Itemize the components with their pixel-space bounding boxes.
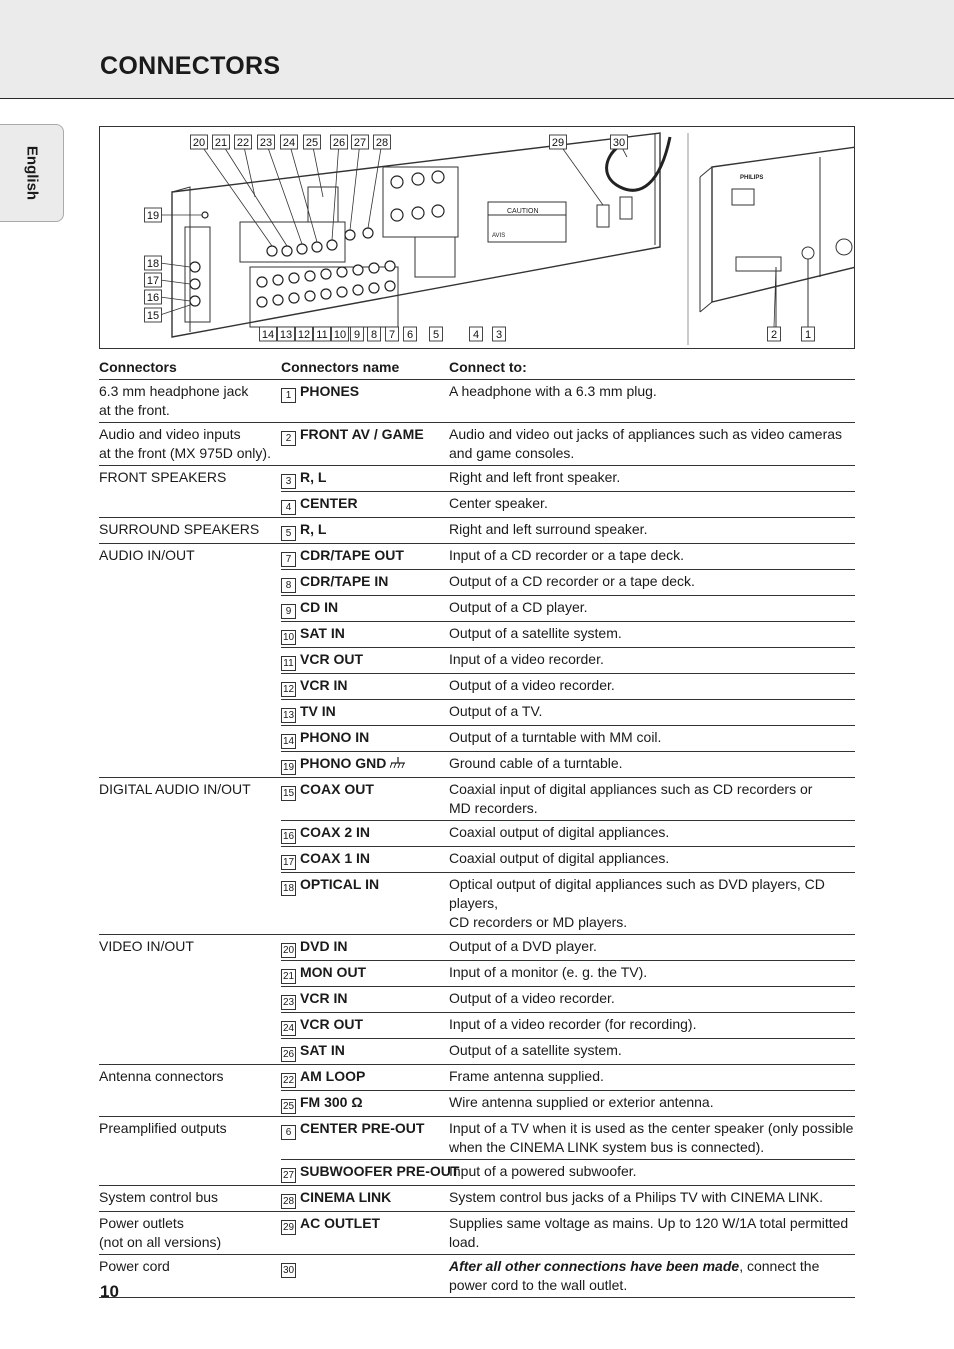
callout-18 xyxy=(145,256,162,270)
connector-name-cell xyxy=(281,960,449,986)
connector-name-cell xyxy=(281,543,449,569)
callout-number-text: 15 xyxy=(146,310,160,322)
callout-11 xyxy=(314,327,331,341)
callout-number-text: 26 xyxy=(332,137,346,149)
connector-name: SUBWOOFER PRE-OUT xyxy=(300,1162,460,1179)
connector-name: CENTER PRE-OUT xyxy=(300,1119,425,1136)
callout-number-text: 4 xyxy=(472,329,480,341)
front-panel-drawing xyxy=(688,133,855,345)
callout-28 xyxy=(374,135,391,149)
connector-name-cell xyxy=(281,1116,449,1159)
callout-number-text: 25 xyxy=(305,137,319,149)
connector-name-cell xyxy=(281,777,449,820)
callout-number-text: 10 xyxy=(333,329,347,341)
connector-name: CENTER xyxy=(300,494,358,511)
connector-name-cell xyxy=(281,751,449,777)
connector-name: FRONT AV / GAME xyxy=(300,425,424,442)
connector-number: 13 xyxy=(282,709,295,721)
table-row xyxy=(99,1254,855,1297)
callout-19 xyxy=(145,208,162,222)
connector-description: Input of a TV when it is used as the center speaker (only possible when the CINEMA LINK system bus is connected). xyxy=(449,1116,855,1159)
avis-label-text: AVIS xyxy=(492,233,506,239)
receiver-rear-panel xyxy=(172,133,660,337)
table-row xyxy=(99,543,855,569)
connector-number: 28 xyxy=(282,1195,295,1207)
column-header-connectors-name: Connectors name xyxy=(281,356,449,379)
callout-21 xyxy=(213,135,230,149)
callout-number-text: 13 xyxy=(279,329,293,341)
callout-12 xyxy=(296,327,313,341)
caution-label-text: CAUTION xyxy=(507,208,539,215)
connector-name-cell xyxy=(281,595,449,621)
connector-number: 23 xyxy=(282,996,295,1008)
callout-9 xyxy=(351,327,364,341)
table-row xyxy=(99,1064,855,1090)
callout-16 xyxy=(145,290,162,304)
connector-name: R, L xyxy=(300,520,327,537)
callout-number-text: 29 xyxy=(551,137,565,149)
connector-name: AC OUTLET xyxy=(300,1214,381,1231)
callout-number-text: 11 xyxy=(316,329,328,341)
connector-name-cell xyxy=(281,621,449,647)
connector-number: 24 xyxy=(282,1022,295,1034)
connector-name-cell xyxy=(281,422,449,465)
callout-number-text: 8 xyxy=(370,329,378,341)
connector-description: Output of a CD recorder or a tape deck. xyxy=(449,569,855,595)
callout-number-text: 21 xyxy=(214,137,228,149)
connector-description: Output of a satellite system. xyxy=(449,621,855,647)
table-row xyxy=(99,934,855,960)
connector-number: 1 xyxy=(281,388,296,403)
emphasis-text: After all other connections have been made xyxy=(449,1257,740,1274)
table-row xyxy=(99,1116,855,1159)
connector-name: OPTICAL IN xyxy=(300,875,380,892)
callout-30 xyxy=(611,135,628,149)
connector-category: VIDEO IN/OUT xyxy=(99,934,281,1064)
connector-name-cell xyxy=(281,699,449,725)
connector-category: Power outlets (not on all versions) xyxy=(99,1211,281,1254)
connector-name: COAX OUT xyxy=(300,780,374,797)
table-row xyxy=(99,777,855,820)
connector-name: VCR OUT xyxy=(300,1015,363,1032)
connector-description: Input of a video recorder (for recording). xyxy=(449,1012,855,1038)
connector-number: 4 xyxy=(281,500,296,515)
callout-14 xyxy=(260,327,277,341)
connector-description: Coaxial output of digital appliances. xyxy=(449,820,855,846)
page-title: CONNECTORS xyxy=(100,52,281,80)
callout-number-text: 16 xyxy=(146,292,160,304)
connector-name: TV IN xyxy=(300,702,336,719)
callout-13 xyxy=(278,327,295,341)
connector-number: 10 xyxy=(282,631,295,643)
callout-27 xyxy=(352,135,369,149)
callout-number-text: 18 xyxy=(146,258,160,270)
connector-number: 3 xyxy=(281,474,296,489)
connector-category: Preamplified outputs xyxy=(99,1116,281,1185)
rear-panel-drawing xyxy=(100,127,855,349)
callout-number-text: 23 xyxy=(259,137,273,149)
connector-category: AUDIO IN/OUT xyxy=(99,543,281,777)
connector-category: Audio and video inputs at the front (MX 975D only). xyxy=(99,422,281,465)
callout-6 xyxy=(404,327,417,341)
connector-name-cell xyxy=(281,491,449,517)
language-tab xyxy=(0,124,64,222)
connector-description: Coaxial input of digital appliances such as CD recorders or MD recorders. xyxy=(449,777,855,820)
connector-category: Power cord xyxy=(99,1254,281,1297)
connector-number: 17 xyxy=(282,856,295,868)
connector-number: 27 xyxy=(282,1169,295,1181)
callout-29 xyxy=(550,135,567,149)
connector-description xyxy=(449,1254,855,1297)
connector-number: 11 xyxy=(281,656,296,671)
connector-description: Output of a turntable with MM coil. xyxy=(449,725,855,751)
callout-number-text: 22 xyxy=(236,137,250,149)
connector-name: DVD IN xyxy=(300,937,348,954)
callout-15 xyxy=(145,308,162,322)
callout-number-text: 6 xyxy=(406,329,414,341)
connector-name: VCR IN xyxy=(300,676,348,693)
connector-name: MON OUT xyxy=(300,963,367,980)
connector-category: Antenna connectors xyxy=(99,1064,281,1116)
connector-name: CINEMA LINK xyxy=(300,1188,392,1205)
connector-number: 18 xyxy=(282,882,295,894)
table-row xyxy=(99,1185,855,1211)
connector-description: Supplies same voltage as mains. Up to 120 W/1A total permitted load. xyxy=(449,1211,855,1254)
connector-name: PHONO IN xyxy=(300,728,370,745)
connector-description: Input of a powered subwoofer. xyxy=(449,1159,855,1185)
connector-name: PHONES xyxy=(300,382,360,399)
callout-number-text: 24 xyxy=(282,137,296,149)
callout-17 xyxy=(145,273,162,287)
connector-number: 25 xyxy=(282,1100,295,1112)
callout-numbers xyxy=(145,135,815,341)
connector-name-cell xyxy=(281,569,449,595)
connector-name: PHONO GND xyxy=(300,754,387,771)
connector-name-cell xyxy=(281,1064,449,1090)
callout-number-text: 3 xyxy=(495,329,503,341)
connector-name: CD IN xyxy=(300,598,339,615)
connector-number: 12 xyxy=(282,683,295,695)
connector-name: VCR OUT xyxy=(300,650,363,667)
connector-number: 2 xyxy=(281,431,296,446)
callout-number-text: 28 xyxy=(375,137,389,149)
callout-number-text: 7 xyxy=(388,329,396,341)
connector-name-cell xyxy=(281,1038,449,1064)
connector-name-cell xyxy=(281,1185,449,1211)
callout-number-text: 14 xyxy=(261,329,275,341)
connector-name: CDR/TAPE IN xyxy=(300,572,389,589)
connector-description: Right and left front speaker. xyxy=(449,465,855,491)
connector-number: 20 xyxy=(282,944,295,956)
callout-number-text: 27 xyxy=(353,137,367,149)
description-text: , connect the power cord to the wall outlet. xyxy=(449,1257,820,1293)
connector-number: 14 xyxy=(282,735,295,747)
connector-description: Optical output of digital appliances such as DVD players, CD players, CD recorders or MD players. xyxy=(449,872,855,934)
callout-22 xyxy=(235,135,252,149)
callout-number-text: 2 xyxy=(770,329,778,341)
callout-number-text: 9 xyxy=(353,329,361,341)
connector-name: COAX 2 IN xyxy=(300,823,371,840)
connector-description: Output of a TV. xyxy=(449,699,855,725)
callout-26 xyxy=(331,135,348,149)
connector-description: Input of a CD recorder or a tape deck. xyxy=(449,543,855,569)
connector-description: Output of a satellite system. xyxy=(449,1038,855,1064)
connector-description: Wire antenna supplied or exterior antenna. xyxy=(449,1090,855,1116)
connector-name: SAT IN xyxy=(300,1041,345,1058)
rear-panel-figure xyxy=(99,126,855,349)
callout-25 xyxy=(304,135,321,149)
connector-name-cell xyxy=(281,673,449,699)
receiver-jacks xyxy=(190,171,444,307)
connector-number: 5 xyxy=(281,526,296,541)
connector-number: 26 xyxy=(282,1048,295,1060)
callout-2 xyxy=(768,327,781,341)
connector-category: DIGITAL AUDIO IN/OUT xyxy=(99,777,281,934)
connector-name: R, L xyxy=(300,468,327,485)
callout-24 xyxy=(281,135,298,149)
callout-number-text: 30 xyxy=(612,137,626,149)
ground-icon xyxy=(390,757,406,769)
page-number: 10 xyxy=(100,1282,119,1301)
callout-number-text: 19 xyxy=(146,210,160,222)
table-row xyxy=(99,517,855,543)
callout-7 xyxy=(386,327,399,341)
connector-number: 30 xyxy=(282,1264,295,1276)
connector-description: Ground cable of a turntable. xyxy=(449,751,855,777)
connector-description: Audio and video out jacks of appliances such as video cameras and game consoles. xyxy=(449,422,855,465)
connector-category: 6.3 mm headphone jack at the front. xyxy=(99,379,281,422)
connector-description: System control bus jacks of a Philips TV with CINEMA LINK. xyxy=(449,1185,855,1211)
callout-1 xyxy=(802,327,815,341)
callout-number-text: 1 xyxy=(804,329,812,341)
connector-name-cell xyxy=(281,934,449,960)
connector-name: COAX 1 IN xyxy=(300,849,371,866)
connector-name-cell xyxy=(281,1254,449,1297)
brand-logo-text: PHILIPS xyxy=(740,175,764,181)
connector-description: Output of a video recorder. xyxy=(449,673,855,699)
table-row xyxy=(99,422,855,465)
connector-name-cell xyxy=(281,1090,449,1116)
connector-name: FM 300 Ω xyxy=(300,1093,363,1110)
connector-description: Input of a video recorder. xyxy=(449,647,855,673)
connector-description: Output of a video recorder. xyxy=(449,986,855,1012)
connector-name-cell xyxy=(281,986,449,1012)
connector-number: 21 xyxy=(282,970,295,982)
table-row xyxy=(99,1211,855,1254)
connector-category: FRONT SPEAKERS xyxy=(99,465,281,517)
callout-number-text: 17 xyxy=(146,275,160,287)
connector-category: SURROUND SPEAKERS xyxy=(99,517,281,543)
callout-20 xyxy=(191,135,208,149)
connector-category: System control bus xyxy=(99,1185,281,1211)
connector-name-cell xyxy=(281,647,449,673)
connector-description: Input of a monitor (e. g. the TV). xyxy=(449,960,855,986)
callout-5 xyxy=(430,327,443,341)
connector-name: CDR/TAPE OUT xyxy=(300,546,404,563)
connectors-table xyxy=(99,356,855,1298)
connector-number: 22 xyxy=(282,1074,295,1086)
connector-name-cell xyxy=(281,517,449,543)
callout-number-text: 5 xyxy=(432,329,440,341)
connector-name-cell xyxy=(281,1211,449,1254)
callout-10 xyxy=(332,327,349,341)
connector-number: 29 xyxy=(282,1221,295,1233)
connector-number: 15 xyxy=(282,787,295,799)
language-tab-label: English xyxy=(23,145,40,201)
connector-name: AM LOOP xyxy=(300,1067,366,1084)
connector-description: Output of a CD player. xyxy=(449,595,855,621)
connector-number: 7 xyxy=(281,552,296,567)
connector-name-cell xyxy=(281,1012,449,1038)
connector-name-cell xyxy=(281,1159,460,1185)
connector-name-cell xyxy=(281,846,449,872)
column-header-connectors: Connectors xyxy=(99,356,281,379)
header-band xyxy=(0,0,954,99)
connector-name-cell xyxy=(281,872,449,934)
connector-name-cell xyxy=(281,379,449,422)
callout-number-text: 20 xyxy=(192,137,206,149)
callout-23 xyxy=(258,135,275,149)
callout-4 xyxy=(470,327,483,341)
table-row xyxy=(99,465,855,491)
connector-name-cell xyxy=(281,725,449,751)
connector-description: Output of a DVD player. xyxy=(449,934,855,960)
connector-number: 8 xyxy=(281,578,296,593)
connector-description: A headphone with a 6.3 mm plug. xyxy=(449,379,855,422)
table-row xyxy=(99,379,855,422)
connector-name: VCR IN xyxy=(300,989,348,1006)
connector-number: 9 xyxy=(281,604,296,619)
callout-3 xyxy=(493,327,506,341)
connector-description: Coaxial output of digital appliances. xyxy=(449,846,855,872)
connector-number: 16 xyxy=(282,830,295,842)
connector-name-cell xyxy=(281,465,449,491)
connector-name-cell xyxy=(281,820,449,846)
connector-description: Right and left surround speaker. xyxy=(449,517,855,543)
connector-description: Center speaker. xyxy=(449,491,855,517)
connector-name: SAT IN xyxy=(300,624,345,641)
column-header-connect-to: Connect to: xyxy=(449,356,855,379)
connector-description: Frame antenna supplied. xyxy=(449,1064,855,1090)
table-header-row xyxy=(99,356,855,379)
connector-number: 19 xyxy=(282,761,295,773)
connector-number: 6 xyxy=(281,1125,296,1140)
callout-8 xyxy=(368,327,381,341)
callout-number-text: 12 xyxy=(297,329,311,341)
